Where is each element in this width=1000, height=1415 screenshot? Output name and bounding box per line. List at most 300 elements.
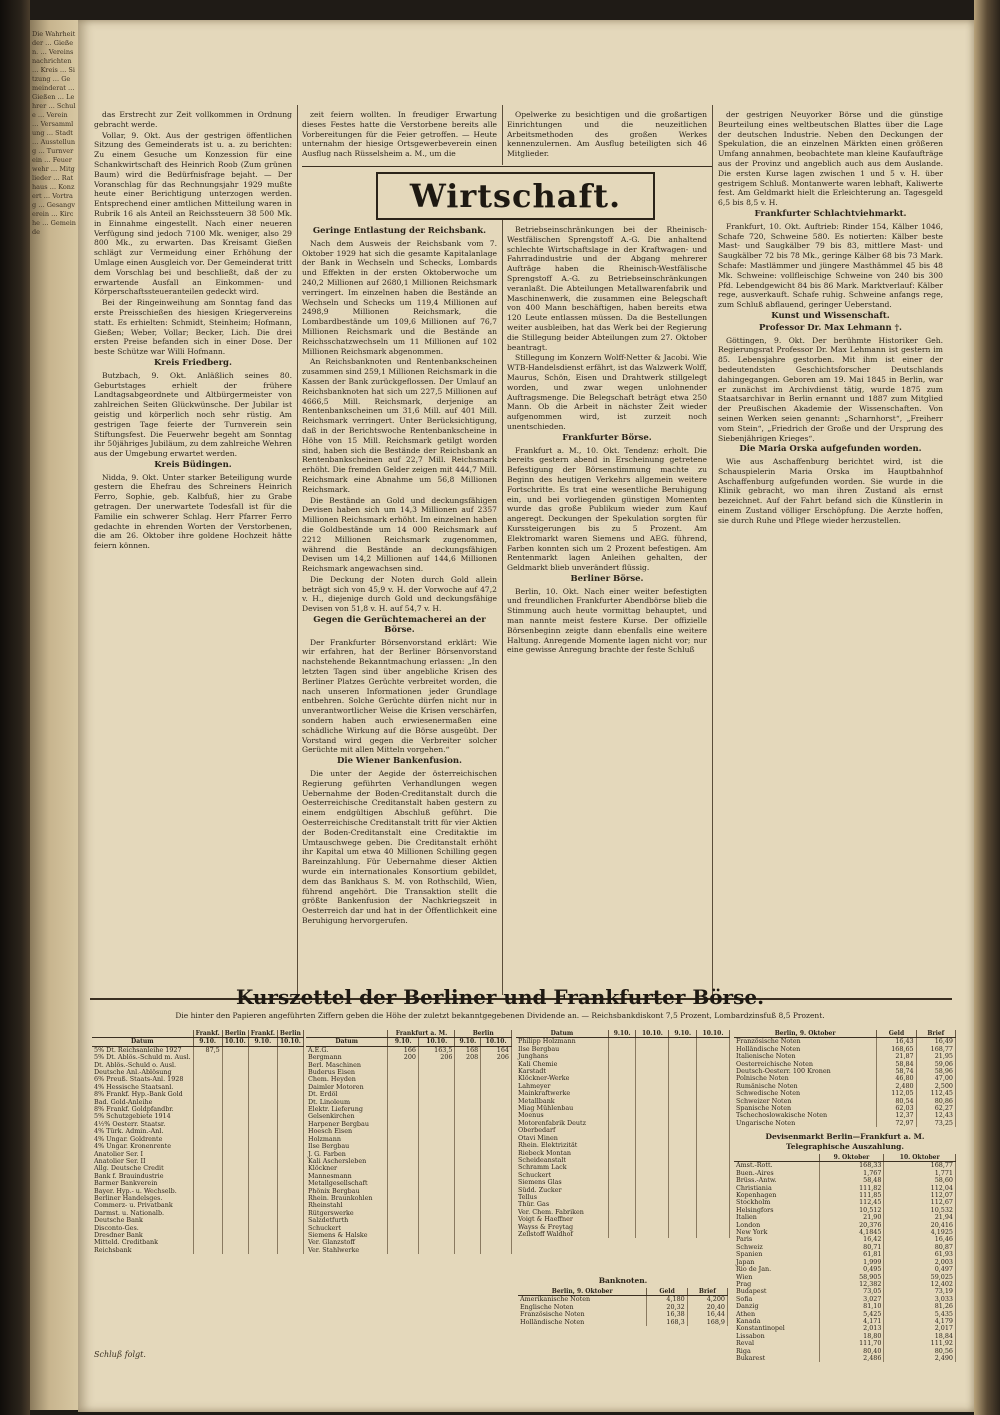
quote-value [608, 1098, 636, 1105]
quote-value: 20,416 [884, 1222, 956, 1229]
security-name: 5% Schutzgebiete 1914 [92, 1113, 193, 1120]
quote-value [608, 1120, 636, 1127]
quote-value [697, 1179, 730, 1186]
quote-value [636, 1105, 669, 1112]
quote-value [636, 1231, 669, 1238]
quote-value [222, 1121, 248, 1128]
col2-top-text: zeit feiern wollten. In freudiger Erwartung dieses Festes hatte die Verstorbene bereits alle Vorbereitungen für die Feier getroffen. — Heute unternahm der hiesige Ortsgewerbeverein einen Ausflug nach Rüsselsheim a. M., um die [302, 110, 497, 159]
quote-value [193, 1091, 222, 1098]
quote-value [481, 1180, 512, 1187]
security-name: Tellus [516, 1194, 608, 1201]
quote-value [697, 1142, 730, 1149]
quote-value [418, 1180, 454, 1187]
quote-value: 112,45 [916, 1090, 955, 1097]
quote-value: 61,81 [819, 1251, 884, 1258]
quote-value [481, 1128, 512, 1135]
quote-value [193, 1188, 222, 1195]
column-header: Brief [916, 1030, 955, 1038]
quote-value [636, 1046, 669, 1053]
quote-value [388, 1136, 419, 1143]
quote-value [388, 1165, 419, 1172]
table-row [92, 1158, 303, 1165]
quote-value: 4,1845 [819, 1229, 884, 1236]
quote-value [455, 1076, 481, 1083]
quote-value [418, 1195, 454, 1202]
table-row [734, 1162, 956, 1170]
newspaper-page [78, 20, 974, 1412]
quote-value [669, 1068, 697, 1075]
security-name: Chem. Heyden [306, 1076, 388, 1083]
quote-value [193, 1165, 222, 1172]
security-name: Berliner Handelsges. [92, 1195, 193, 1202]
table-row [516, 1231, 730, 1238]
quote-value [248, 1165, 277, 1172]
quote-value [222, 1054, 248, 1061]
quote-value [669, 1209, 697, 1216]
quote-value [481, 1232, 512, 1239]
quote-value [248, 1202, 277, 1209]
table-row [516, 1157, 730, 1164]
quote-value [608, 1075, 636, 1082]
quote-value: 59,06 [916, 1061, 955, 1068]
quote-value [193, 1106, 222, 1113]
table-row [734, 1090, 956, 1097]
quote-value [455, 1143, 481, 1150]
quote-value: 80,71 [819, 1244, 884, 1251]
quote-value [697, 1120, 730, 1127]
security-name: Rhein. Elektrizität [516, 1142, 608, 1149]
quote-value [193, 1143, 222, 1150]
quote-value: 20,40 [687, 1304, 727, 1311]
security-name: Oberbedarf [516, 1127, 608, 1134]
quote-value [481, 1217, 512, 1224]
table-row [516, 1150, 730, 1157]
security-name: Christiania [734, 1185, 819, 1192]
table-row [734, 1333, 956, 1340]
quote-value [669, 1231, 697, 1238]
quote-value [277, 1225, 303, 1232]
quote-value [248, 1210, 277, 1217]
quote-value [608, 1112, 636, 1119]
table-row [306, 1188, 512, 1195]
quote-value: 111,85 [819, 1192, 884, 1199]
security-name: Amst.-Rott. [734, 1162, 819, 1170]
security-name: Französische Noten [518, 1311, 647, 1318]
quote-value [222, 1106, 248, 1113]
table-row [516, 1179, 730, 1186]
quote-value [388, 1180, 419, 1187]
security-name: Kali Chemie [516, 1061, 608, 1068]
quote-value: 20,32 [647, 1304, 687, 1311]
quote-value [669, 1090, 697, 1097]
table-row [92, 1084, 303, 1091]
quote-value [608, 1216, 636, 1223]
column-rule [502, 220, 503, 995]
security-name: Rio de Jan. [734, 1266, 819, 1273]
quote-value [697, 1105, 730, 1112]
quote-value [222, 1195, 248, 1202]
quote-value [697, 1068, 730, 1075]
security-name: 5% Dt. Ablös.-Schuld m. Ausl. [92, 1054, 193, 1061]
security-name: Schuckert [516, 1172, 608, 1179]
quote-value [697, 1090, 730, 1097]
security-name: Südd. Zucker [516, 1187, 608, 1194]
table-row [306, 1076, 512, 1083]
table-row [734, 1214, 956, 1221]
quote-value [222, 1210, 248, 1217]
security-name: Paris [734, 1236, 819, 1243]
quote-value [418, 1106, 454, 1113]
devisen-notes-table [734, 1030, 956, 1127]
quote-value [697, 1053, 730, 1060]
quote-value [193, 1076, 222, 1083]
date-header: 9.10. [669, 1030, 697, 1038]
quote-value [388, 1158, 419, 1165]
quote-value [697, 1083, 730, 1090]
quote-value: 112,07 [884, 1192, 956, 1199]
quote-value: 10,532 [884, 1207, 956, 1214]
quote-value: 58,60 [884, 1177, 956, 1184]
quote-value [636, 1038, 669, 1046]
quote-value [193, 1217, 222, 1224]
quote-value: 4,179 [884, 1318, 956, 1325]
quote-value: 87,5 [193, 1046, 222, 1054]
table-row [306, 1165, 512, 1172]
quote-value [636, 1216, 669, 1223]
quote-value: 3,033 [884, 1296, 956, 1303]
table-row [734, 1068, 956, 1075]
security-name: Rütgerswerke [306, 1210, 388, 1217]
quote-value: 21,90 [819, 1214, 884, 1221]
security-name: Deutsche Bank [92, 1217, 193, 1224]
table-row [734, 1355, 956, 1362]
quote-value [455, 1158, 481, 1165]
table-row [734, 1053, 956, 1060]
security-name: 8% Frankf. Hyp.-Bank Gold [92, 1091, 193, 1098]
quote-value [222, 1076, 248, 1083]
quote-value [388, 1232, 419, 1239]
quote-value [608, 1172, 636, 1179]
security-name: Kali Aschersleben [306, 1158, 388, 1165]
quote-value [277, 1128, 303, 1135]
security-name: Spanische Noten [734, 1105, 877, 1112]
quote-value [481, 1158, 512, 1165]
security-name: Ungarische Noten [734, 1120, 877, 1127]
security-name: Dresdner Bank [92, 1232, 193, 1239]
quote-value: 208 [455, 1054, 481, 1061]
quote-value [455, 1173, 481, 1180]
column-2 [302, 225, 497, 990]
quote-value [481, 1106, 512, 1113]
table-header-row [734, 1154, 956, 1162]
quote-value: 1,771 [884, 1170, 956, 1177]
table-row [92, 1151, 303, 1158]
article-heading: Gegen die Gerüchtemacherei an der Börse. [313, 615, 486, 635]
quote-value [669, 1038, 697, 1046]
security-name: Ver. Stahlwerke [306, 1247, 388, 1254]
quote-value [455, 1239, 481, 1246]
quote-value [481, 1195, 512, 1202]
quote-value [277, 1054, 303, 1061]
table-row [516, 1224, 730, 1231]
column-header: Frankf. [193, 1030, 222, 1038]
date-header: 9.10. [193, 1038, 222, 1046]
column-header [734, 1154, 819, 1162]
security-name: Kopenhagen [734, 1192, 819, 1199]
security-name: Zellstoff Waldhof [516, 1231, 608, 1238]
quote-value [277, 1136, 303, 1143]
quote-value [669, 1224, 697, 1231]
article-paragraph: Stillegung im Konzern Wolff-Netter & Jacobi. Wie WTB-Handelsdienst erfährt, ist das Walzwerk Wolff, Maurus, Schön, Eisen und Drahtwerk stillgelegt worden, und zwar wegen unlohnender Auftragsmenge. Die Belegschaft beträgt etwa 250 Mann. Ob die Arbeit in nächster Zeit wieder aufgenommen wird, ist zurzeit noch unentschieden. [507, 353, 707, 431]
table-row [92, 1225, 303, 1232]
table-row [306, 1173, 512, 1180]
quote-value: 1,999 [819, 1259, 884, 1266]
quote-value [697, 1216, 730, 1223]
table-row [306, 1054, 512, 1061]
quote-value [697, 1194, 730, 1201]
quote-value [277, 1210, 303, 1217]
article-paragraph: Vollar, 9. Okt. Aus der gestrigen öffentlichen Sitzung des Gemeinderats ist u. a. zu berichten: Zu einem Gesuche um Konzession für eine Schankwirtschaft des Heinrich Roob (Zum grünen Baum) wird die Bedürfnisfrage bejaht. — Der Voranschlag für das Rechnungsjahr 1929 mußte heute einer Berichtigung unterzogen werden. Entsprechend einer amtlichen Mitteilung waren in Rubrik 16 als Anteil an Reichssteuern 38 500 Mk. in Einnahme eingestellt. Nach einer neueren Verfügung sind jedoch 7100 Mk. weniger, also 29 800 Mk., zu erwarten. Das Kreisamt Gießen schlägt zur Vermeidung einer Erhöhung der Umlage einen Ausgleich vor. Der Gemeinderat tritt dem Vorschlag bei und beschließt, daß der zu erwartende Ausfall an Einkommen- und Körperschaftssteueranteilen gedeckt wird. [94, 130, 292, 297]
quote-value [669, 1112, 697, 1119]
table-header-row [734, 1030, 956, 1038]
security-name: Japan [734, 1259, 819, 1266]
security-name: Athen [734, 1311, 819, 1318]
security-name: Tschechoslowakische Noten [734, 1112, 877, 1119]
quote-value [248, 1128, 277, 1135]
security-name: Ilse Bergbau [306, 1143, 388, 1150]
quote-value [222, 1143, 248, 1150]
quote-value [455, 1247, 481, 1254]
stock-table-3 [516, 1030, 730, 1238]
table-row [734, 1229, 956, 1236]
quote-value [455, 1062, 481, 1069]
quote-value [222, 1099, 248, 1106]
quote-value [481, 1099, 512, 1106]
column-3 [507, 225, 707, 990]
quote-value [455, 1099, 481, 1106]
quote-value [193, 1136, 222, 1143]
security-name: Schramm Lack [516, 1164, 608, 1171]
stock-table-2 [306, 1030, 512, 1254]
quote-value [193, 1069, 222, 1076]
security-name: 5% Dt. Reichsanleihe 1927 [92, 1046, 193, 1054]
table-row [734, 1340, 956, 1347]
date-header: 9.10. [248, 1038, 277, 1046]
security-name: Siemens & Halske [306, 1232, 388, 1239]
security-name: Holländische Noten [734, 1046, 877, 1053]
security-name: Miag Mühlenbau [516, 1105, 608, 1112]
quote-value [222, 1136, 248, 1143]
quote-value [697, 1201, 730, 1208]
security-name: 4½% Oesterr. Staatsr. [92, 1121, 193, 1128]
quote-value: 62,27 [916, 1105, 955, 1112]
security-name: Rheinstahl [306, 1202, 388, 1209]
quote-value [248, 1084, 277, 1091]
table-row [306, 1239, 512, 1246]
table-row [92, 1069, 303, 1076]
column-3-top [507, 110, 707, 160]
quote-value: 2,490 [884, 1355, 956, 1362]
table-row [516, 1053, 730, 1060]
security-name: A.E.G. [306, 1046, 388, 1054]
quote-value [388, 1151, 419, 1158]
group-header [306, 1030, 388, 1038]
column-header: Geld [877, 1030, 916, 1038]
article-paragraph: Die Bestände an Gold und deckungsfähigen Devisen haben sich um 14,3 Millionen auf 2357 Millionen Reichsmark erhöht. Im einzelnen haben die Goldbestände um 14 000 Reichsmark auf 2212 Millionen Reichsmark zugenommen, während die Bestände an deckungsfähigen Devisen um 14,2 Millionen auf 144,6 Millionen Reichsmark angewachsen sind. [302, 495, 497, 574]
quote-value [608, 1068, 636, 1075]
quote-value [277, 1165, 303, 1172]
table-date-row [516, 1030, 730, 1038]
security-name: Kanada [734, 1318, 819, 1325]
security-name: Metallgesellschaft [306, 1180, 388, 1187]
quote-value [418, 1084, 454, 1091]
quote-value: 16,46 [884, 1236, 956, 1243]
quote-value [388, 1143, 419, 1150]
security-name: Bukarest [734, 1355, 819, 1362]
quote-value [248, 1076, 277, 1083]
quote-value [193, 1151, 222, 1158]
column-header: Berlin [277, 1030, 303, 1038]
security-name: Amerikanische Noten [518, 1296, 647, 1304]
table-row [734, 1177, 956, 1184]
security-name: Riebeck Montan [516, 1150, 608, 1157]
quote-value [388, 1062, 419, 1069]
security-name: Sofia [734, 1296, 819, 1303]
quote-value [418, 1113, 454, 1120]
article-heading: Professor Dr. Max Lehmann †. [758, 322, 902, 333]
quote-value [193, 1195, 222, 1202]
quote-value: 112,67 [884, 1199, 956, 1206]
quote-value [277, 1217, 303, 1224]
quote-value: 2,003 [884, 1259, 956, 1266]
quote-value: 81,10 [819, 1303, 884, 1310]
quote-value [481, 1143, 512, 1150]
quote-value: 4,1925 [884, 1229, 956, 1236]
quote-value [481, 1202, 512, 1209]
wirtschaft-heading: Wirtschaft. [376, 172, 655, 220]
security-name: Disconto-Ges. [92, 1225, 193, 1232]
table-row [518, 1311, 728, 1318]
quote-value [277, 1173, 303, 1180]
security-name: Schwedische Noten [734, 1090, 877, 1097]
security-name: Moenus [516, 1112, 608, 1119]
quote-value [248, 1158, 277, 1165]
quote-value: 2,480 [877, 1083, 916, 1090]
quote-value [636, 1053, 669, 1060]
quote-value [222, 1239, 248, 1246]
quote-value: 111,82 [819, 1185, 884, 1192]
article-heading: Die Maria Orska aufgefunden worden. [739, 444, 922, 455]
quote-value [248, 1069, 277, 1076]
table-row [516, 1209, 730, 1216]
quote-value [277, 1232, 303, 1239]
quote-value [193, 1210, 222, 1217]
security-name: Bad. Gold-Anleihe [92, 1099, 193, 1106]
quote-value [636, 1201, 669, 1208]
article-paragraph: Betriebseinschränkungen bei der Rheinisch-Westfälischen Sprengstoff A.-G. Die anhaltend schlechte Wirtschaftslage in der Kraftwagen- und Fahrradindustrie und der Abgang mehrerer Aufträge haben die Rheinisch-Westfälische Sprengstoff A.-G. zu Betriebseinschränkungen veranlaßt. Die Abteilungen Metallwarenfabrik und Maschinenwerk, die zusammen eine Belegschaft von 400 Mann beschäftigen, haben bereits etwa 120 Leute entlassen müssen. Da die Bestellungen weiter ausbleiben, hat das Werk bei der Regierung die Stillegung beider Abteilungen zum 27. Oktober beantragt. [507, 225, 707, 352]
stock-table-1 [92, 1030, 304, 1254]
quote-value [697, 1231, 730, 1238]
table-row [734, 1303, 956, 1310]
quote-value [636, 1157, 669, 1164]
security-name: Buderus Eisen [306, 1069, 388, 1076]
quote-value [388, 1217, 419, 1224]
quote-value [248, 1151, 277, 1158]
quote-value [455, 1195, 481, 1202]
table-row [734, 1281, 956, 1288]
quote-value [669, 1127, 697, 1134]
quote-value [222, 1217, 248, 1224]
quote-value [608, 1061, 636, 1068]
quote-value [418, 1069, 454, 1076]
quote-value [455, 1084, 481, 1091]
quote-value: 73,19 [884, 1288, 956, 1295]
table-row [92, 1136, 303, 1143]
quote-value: 4,171 [819, 1318, 884, 1325]
article-paragraph: Wie aus Aschaffenburg berichtet wird, ist die Schauspielerin Maria Orska im Hauptbahnhof Aschaffenburg aufgefunden worden. Sie wurde in die Klinik gebracht, wo man ihren Zustand als ernst bezeichnet. Auf der Fahrt befand sich die Künstlerin in einem Zustand völliger Erschöpfung. Die Aerzte hoffen, sie durch Ruhe und Pflege wieder herzustellen. [718, 457, 943, 525]
quote-value: 164 [481, 1046, 512, 1054]
security-name: Prag [734, 1281, 819, 1288]
quote-value: 2,017 [884, 1325, 956, 1332]
quote-value [481, 1247, 512, 1254]
quote-value [222, 1165, 248, 1172]
quote-value [248, 1173, 277, 1180]
quote-value [388, 1099, 419, 1106]
quote-value [277, 1091, 303, 1098]
quote-value [277, 1046, 303, 1054]
column-header: Berlin [222, 1030, 248, 1038]
table-row [306, 1091, 512, 1098]
table-row [92, 1091, 303, 1098]
table-row [306, 1232, 512, 1239]
table-row [306, 1151, 512, 1158]
security-name: Stockholm [734, 1199, 819, 1206]
quote-value [388, 1076, 419, 1083]
security-name: Daimler Motoren [306, 1084, 388, 1091]
quote-value: 16,49 [916, 1038, 955, 1046]
quote-value [248, 1239, 277, 1246]
quote-value [193, 1128, 222, 1135]
table-header-row [518, 1288, 728, 1296]
quote-value: 16,43 [877, 1038, 916, 1046]
quote-value [418, 1232, 454, 1239]
table-group-header [306, 1030, 512, 1038]
quote-value: 111,70 [819, 1340, 884, 1347]
quote-value [277, 1247, 303, 1254]
quote-value [193, 1239, 222, 1246]
security-name: Holländische Noten [518, 1319, 647, 1326]
quote-value [388, 1239, 419, 1246]
quote-value [481, 1091, 512, 1098]
security-name: Thür. Gas [516, 1201, 608, 1208]
table-row [306, 1121, 512, 1128]
security-name: Klöckner [306, 1165, 388, 1172]
table-row [734, 1192, 956, 1199]
quote-value: 16,42 [819, 1236, 884, 1243]
quote-value [388, 1069, 419, 1076]
quote-value: 58,84 [877, 1061, 916, 1068]
article-heading: Kreis Friedberg. [154, 357, 232, 368]
quote-value [608, 1179, 636, 1186]
quote-value: 1,767 [819, 1170, 884, 1177]
table-row [306, 1143, 512, 1150]
table-row [92, 1173, 303, 1180]
table-row [92, 1210, 303, 1217]
security-name: Ver. Glanzstoff [306, 1239, 388, 1246]
quote-value [669, 1142, 697, 1149]
quote-value: 12,382 [819, 1281, 884, 1288]
quote-value [418, 1158, 454, 1165]
